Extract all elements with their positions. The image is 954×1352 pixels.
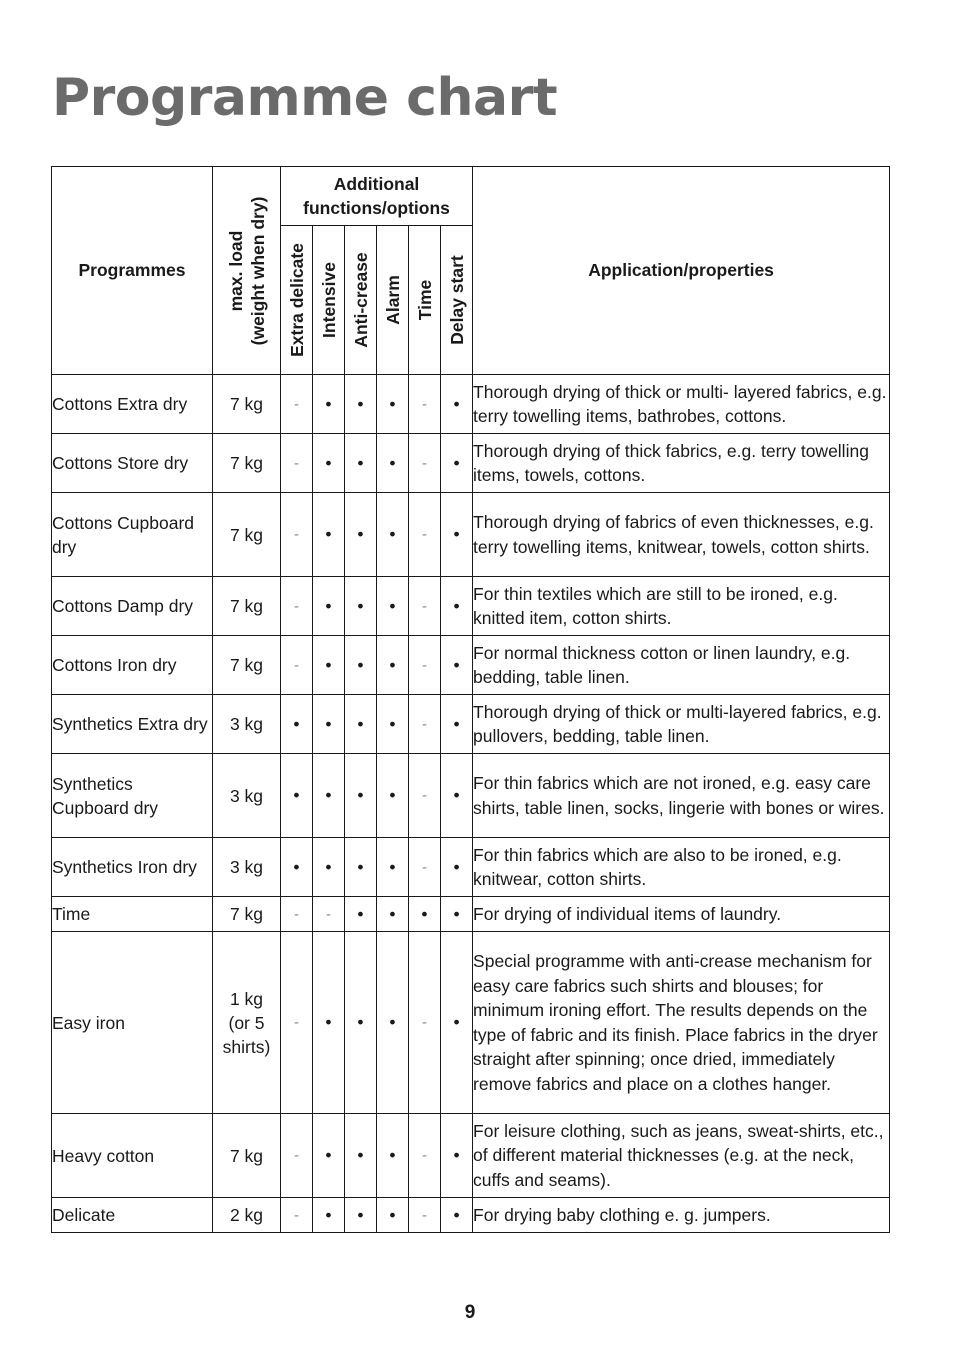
option-mark: •	[377, 375, 409, 434]
table-row	[52, 1198, 890, 1233]
header-row	[52, 167, 890, 226]
programme-name: Synthetics Extra dry	[52, 695, 213, 754]
table-row	[52, 636, 890, 695]
option-mark: -	[281, 636, 313, 695]
max-load-value: 7 kg	[213, 493, 281, 577]
max-load-value: 3 kg	[213, 754, 281, 838]
max-load-header	[213, 167, 281, 375]
programme-name: Time	[52, 897, 213, 932]
option-mark: -	[313, 897, 345, 932]
option-mark: •	[441, 375, 473, 434]
option-mark: •	[281, 754, 313, 838]
option-mark: •	[441, 493, 473, 577]
max-load-header-line1: max. load	[225, 230, 246, 311]
option-mark: -	[409, 375, 441, 434]
option-mark: •	[377, 754, 409, 838]
option-mark: •	[409, 897, 441, 932]
programme-chart-table	[51, 166, 890, 1233]
option-mark: •	[313, 577, 345, 636]
option-mark: •	[377, 695, 409, 754]
option-header-time	[409, 226, 441, 375]
max-load-value: 7 kg	[213, 375, 281, 434]
option-mark: -	[409, 577, 441, 636]
option-label: Anti-crease	[350, 252, 371, 348]
table-row	[52, 1114, 890, 1198]
option-mark: •	[377, 434, 409, 493]
option-header-intensive	[313, 226, 345, 375]
option-mark: -	[409, 636, 441, 695]
programme-name: Cottons Store dry	[52, 434, 213, 493]
option-mark: •	[377, 636, 409, 695]
option-mark: •	[441, 754, 473, 838]
option-mark: •	[441, 636, 473, 695]
additional-header-line1: Additional	[333, 174, 420, 194]
option-mark: -	[409, 434, 441, 493]
option-mark: •	[313, 838, 345, 897]
max-load-value: 7 kg	[213, 636, 281, 695]
option-mark: -	[281, 1198, 313, 1233]
option-mark: -	[281, 493, 313, 577]
programme-name: Heavy cotton	[52, 1114, 213, 1198]
additional-header-line2: functions/options	[303, 198, 450, 218]
option-label: Alarm	[382, 275, 403, 325]
programme-name: Cottons Extra dry	[52, 375, 213, 434]
option-mark: -	[281, 434, 313, 493]
option-mark: •	[377, 897, 409, 932]
table-row	[52, 434, 890, 493]
option-mark: •	[345, 1198, 377, 1233]
option-mark: •	[377, 1198, 409, 1233]
table-row	[52, 932, 890, 1114]
application-text: For drying baby clothing e. g. jumpers.	[473, 1198, 890, 1233]
max-load-value: 1 kg (or 5 shirts)	[213, 932, 281, 1114]
option-mark: •	[441, 932, 473, 1114]
application-text: For thin textiles which are still to be ironed, e.g. knitted item, cotton shirts.	[473, 577, 890, 636]
option-mark: •	[313, 636, 345, 695]
programme-name: Cottons Cupboard dry	[52, 493, 213, 577]
programme-name: Cottons Iron dry	[52, 636, 213, 695]
option-mark: •	[345, 375, 377, 434]
application-text: Thorough drying of thick fabrics, e.g. terry towelling items, towels, cottons.	[473, 434, 890, 493]
application-header: Application/properties	[473, 167, 890, 375]
option-mark: •	[441, 1114, 473, 1198]
option-mark: •	[313, 434, 345, 493]
option-mark: •	[281, 838, 313, 897]
programme-rows	[52, 375, 890, 1233]
option-label: Extra delicate	[286, 243, 307, 357]
option-mark: •	[377, 577, 409, 636]
option-mark: •	[441, 577, 473, 636]
max-load-value: 7 kg	[213, 434, 281, 493]
option-mark: •	[441, 838, 473, 897]
max-load-value: 3 kg	[213, 838, 281, 897]
max-load-value: 7 kg	[213, 897, 281, 932]
option-mark: •	[345, 577, 377, 636]
option-mark: •	[377, 493, 409, 577]
option-mark: •	[345, 897, 377, 932]
application-text: For normal thickness cotton or linen laundry, e.g. bedding, table linen.	[473, 636, 890, 695]
option-mark: •	[313, 1114, 345, 1198]
application-text: For drying of individual items of laundry.	[473, 897, 890, 932]
application-text: Thorough drying of thick or multi-layered fabrics, e.g. pullovers, bedding, table linen.	[473, 695, 890, 754]
option-mark: •	[313, 932, 345, 1114]
table-row	[52, 897, 890, 932]
option-mark: •	[377, 1114, 409, 1198]
programme-name: Synthetics Iron dry	[52, 838, 213, 897]
option-mark: •	[441, 1198, 473, 1233]
option-mark: •	[441, 897, 473, 932]
option-mark: •	[281, 695, 313, 754]
option-mark: •	[345, 754, 377, 838]
option-mark: -	[409, 754, 441, 838]
application-text: For thin fabrics which are not ironed, e.g. easy care shirts, table linen, socks, lingerie with bones or wires.	[473, 754, 890, 838]
max-load-value: 7 kg	[213, 1114, 281, 1198]
option-mark: •	[345, 493, 377, 577]
max-load-value: 2 kg	[213, 1198, 281, 1233]
option-mark: •	[441, 695, 473, 754]
option-header-delay-start	[441, 226, 473, 375]
page-title: Programme chart	[52, 68, 558, 128]
option-mark: •	[345, 434, 377, 493]
table-row	[52, 375, 890, 434]
option-mark: •	[313, 1198, 345, 1233]
option-mark: -	[409, 1114, 441, 1198]
option-mark: -	[281, 375, 313, 434]
table-row	[52, 754, 890, 838]
option-mark: -	[281, 932, 313, 1114]
option-mark: •	[345, 636, 377, 695]
max-load-value: 7 kg	[213, 577, 281, 636]
option-mark: -	[409, 932, 441, 1114]
option-mark: •	[345, 838, 377, 897]
option-label: Delay start	[446, 255, 467, 345]
table-row	[52, 493, 890, 577]
option-mark: •	[345, 1114, 377, 1198]
page-number: 9	[464, 1302, 476, 1323]
additional-functions-header	[281, 167, 473, 226]
option-mark: •	[345, 695, 377, 754]
option-header-extra-delicate	[281, 226, 313, 375]
application-text: For thin fabrics which are also to be ironed, e.g. knitwear, cotton shirts.	[473, 838, 890, 897]
option-mark: •	[377, 838, 409, 897]
application-text: Thorough drying of thick or multi- layered fabrics, e.g. terry towelling items, bathrobes, cottons.	[473, 375, 890, 434]
application-text: For leisure clothing, such as jeans, sweat-shirts, etc., of different material thicknesses (e.g. at the neck, cuffs and seams).	[473, 1114, 890, 1198]
option-mark: •	[313, 493, 345, 577]
option-mark: -	[409, 1198, 441, 1233]
programme-name: Cottons Damp dry	[52, 577, 213, 636]
option-mark: •	[313, 754, 345, 838]
option-mark: -	[409, 695, 441, 754]
table-row	[52, 838, 890, 897]
max-load-header-line2: (weight when dry)	[247, 196, 268, 345]
table-row	[52, 695, 890, 754]
max-load-value: 3 kg	[213, 695, 281, 754]
option-mark: •	[313, 695, 345, 754]
programme-name: Delicate	[52, 1198, 213, 1233]
option-mark: •	[345, 932, 377, 1114]
option-label: Intensive	[318, 262, 339, 338]
option-label: Time	[414, 279, 435, 321]
option-mark: •	[313, 375, 345, 434]
option-mark: -	[409, 493, 441, 577]
option-header-alarm	[377, 226, 409, 375]
programme-name: Easy iron	[52, 932, 213, 1114]
application-text: Thorough drying of fabrics of even thicknesses, e.g. terry towelling items, knitwear, towels, cotton shirts.	[473, 493, 890, 577]
option-header-anti-crease	[345, 226, 377, 375]
option-mark: -	[409, 838, 441, 897]
option-mark: -	[281, 577, 313, 636]
programmes-header: Programmes	[52, 167, 213, 375]
programme-name: Synthetics Cupboard dry	[52, 754, 213, 838]
option-mark: -	[281, 1114, 313, 1198]
option-mark: -	[281, 897, 313, 932]
option-mark: •	[377, 932, 409, 1114]
application-text: Special programme with anti-crease mechanism for easy care fabrics such shirts and blouses; for minimum ironing effort. The results depends on the type of fabric and its finish. Place fabrics in the dryer straight after spinning; once dried, immediately remove fabrics and place on a clothes hanger.	[473, 932, 890, 1114]
table-row	[52, 577, 890, 636]
option-mark: •	[441, 434, 473, 493]
